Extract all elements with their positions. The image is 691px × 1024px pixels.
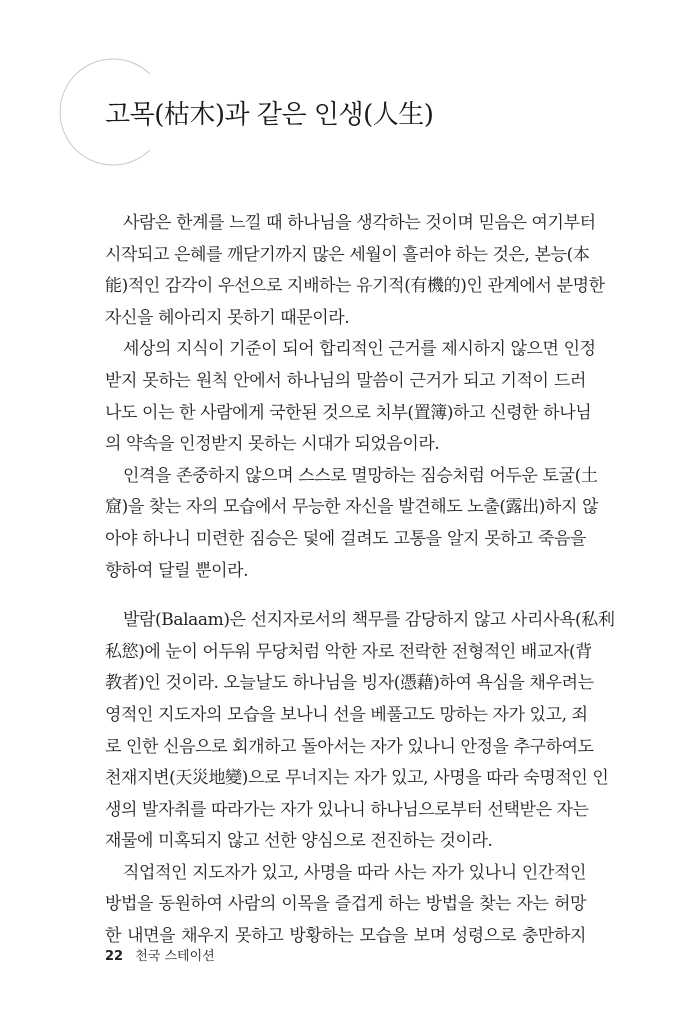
text-line: 천재지변(天災地變)으로 무너지는 자가 있고, 사명을 따라 숙명적인 인 — [105, 768, 609, 789]
text-line: 생의 발자취를 따라가는 자가 있나니 하나님으로부터 선택받은 자는 — [105, 799, 589, 820]
paragraph-gap — [105, 587, 586, 605]
text-line: 아야 하나니 미련한 짐승은 덫에 걸려도 고통을 알지 못하고 죽음을 — [105, 528, 586, 549]
page-footer — [105, 945, 215, 964]
text-line: 방법을 동원하여 사람의 이목을 즐겁게 하는 방법을 찾는 자는 허망 — [105, 894, 586, 915]
text-line: 나도 이는 한 사람에게 국한된 것으로 치부(置簿)하고 신령한 하나님 — [105, 402, 592, 423]
page-number: 22 — [105, 949, 124, 964]
text-line: 教者)인 것이라. 오늘날도 하나님을 빙자(憑藉)하여 욕심을 채우려는 — [105, 673, 594, 694]
text-line: 能)적인 감각이 우선으로 지배하는 유기적(有機的)인 관계에서 분명한 — [105, 276, 605, 297]
text-line: 세상의 지식이 기준이 되어 합리적인 근거를 제시하지 않으면 인정 — [123, 339, 596, 360]
text-line: 한 내면을 채우지 못하고 방황하는 모습을 보며 성령으로 충만하지 — [105, 926, 586, 947]
text-line: 窟)을 찾는 자의 모습에서 무능한 자신을 발견해도 노출(露出)하지 않 — [105, 497, 599, 518]
text-line: 재물에 미혹되지 않고 선한 양심으로 전진하는 것이라. — [105, 831, 493, 852]
text-line: 영적인 지도자의 모습을 보나니 선을 베풀고도 망하는 자가 있고, 죄 — [105, 704, 588, 725]
chapter-title: 고목(枯木)과 같은 인생(人生) — [105, 100, 434, 130]
text-line: 인격을 존중하지 않으며 스스로 멸망하는 짐승처럼 어두운 토굴(土 — [123, 465, 598, 486]
book-title: 천국 스테이션 — [135, 949, 215, 964]
text-line: 자신을 헤아리지 못하기 때문이라. — [105, 307, 350, 328]
text-line: 받지 못하는 원칙 안에서 하나님의 말씀이 근거가 되고 기적이 드러 — [105, 370, 586, 391]
text-line: 발람(Balaam)은 선지자로서의 책무를 감당하지 않고 사리사욕(私利 — [123, 610, 615, 631]
text-line: 직업적인 지도자가 있고, 사명을 따라 사는 자가 있나니 인간적인 — [123, 862, 586, 883]
text-line: 의 약속을 인정받지 못하는 시대가 되었음이라. — [105, 434, 440, 455]
text-line: 私慾)에 눈이 어두워 무당처럼 악한 자로 전락한 전형적인 배교자(背 — [105, 641, 592, 662]
text-line: 향하여 달릴 뿐이라. — [105, 560, 249, 581]
text-line: 사람은 한계를 느낄 때 하나님을 생각하는 것이며 믿음은 여기부터 — [123, 213, 596, 233]
text-line: 로 인한 신음으로 회개하고 돌아서는 자가 있나니 안정을 추구하여도 — [105, 736, 594, 757]
body-text — [105, 208, 615, 953]
text-line: 시작되고 은혜를 깨닫기까지 많은 세월이 흘러야 하는 것은, 본능(本 — [105, 244, 590, 265]
